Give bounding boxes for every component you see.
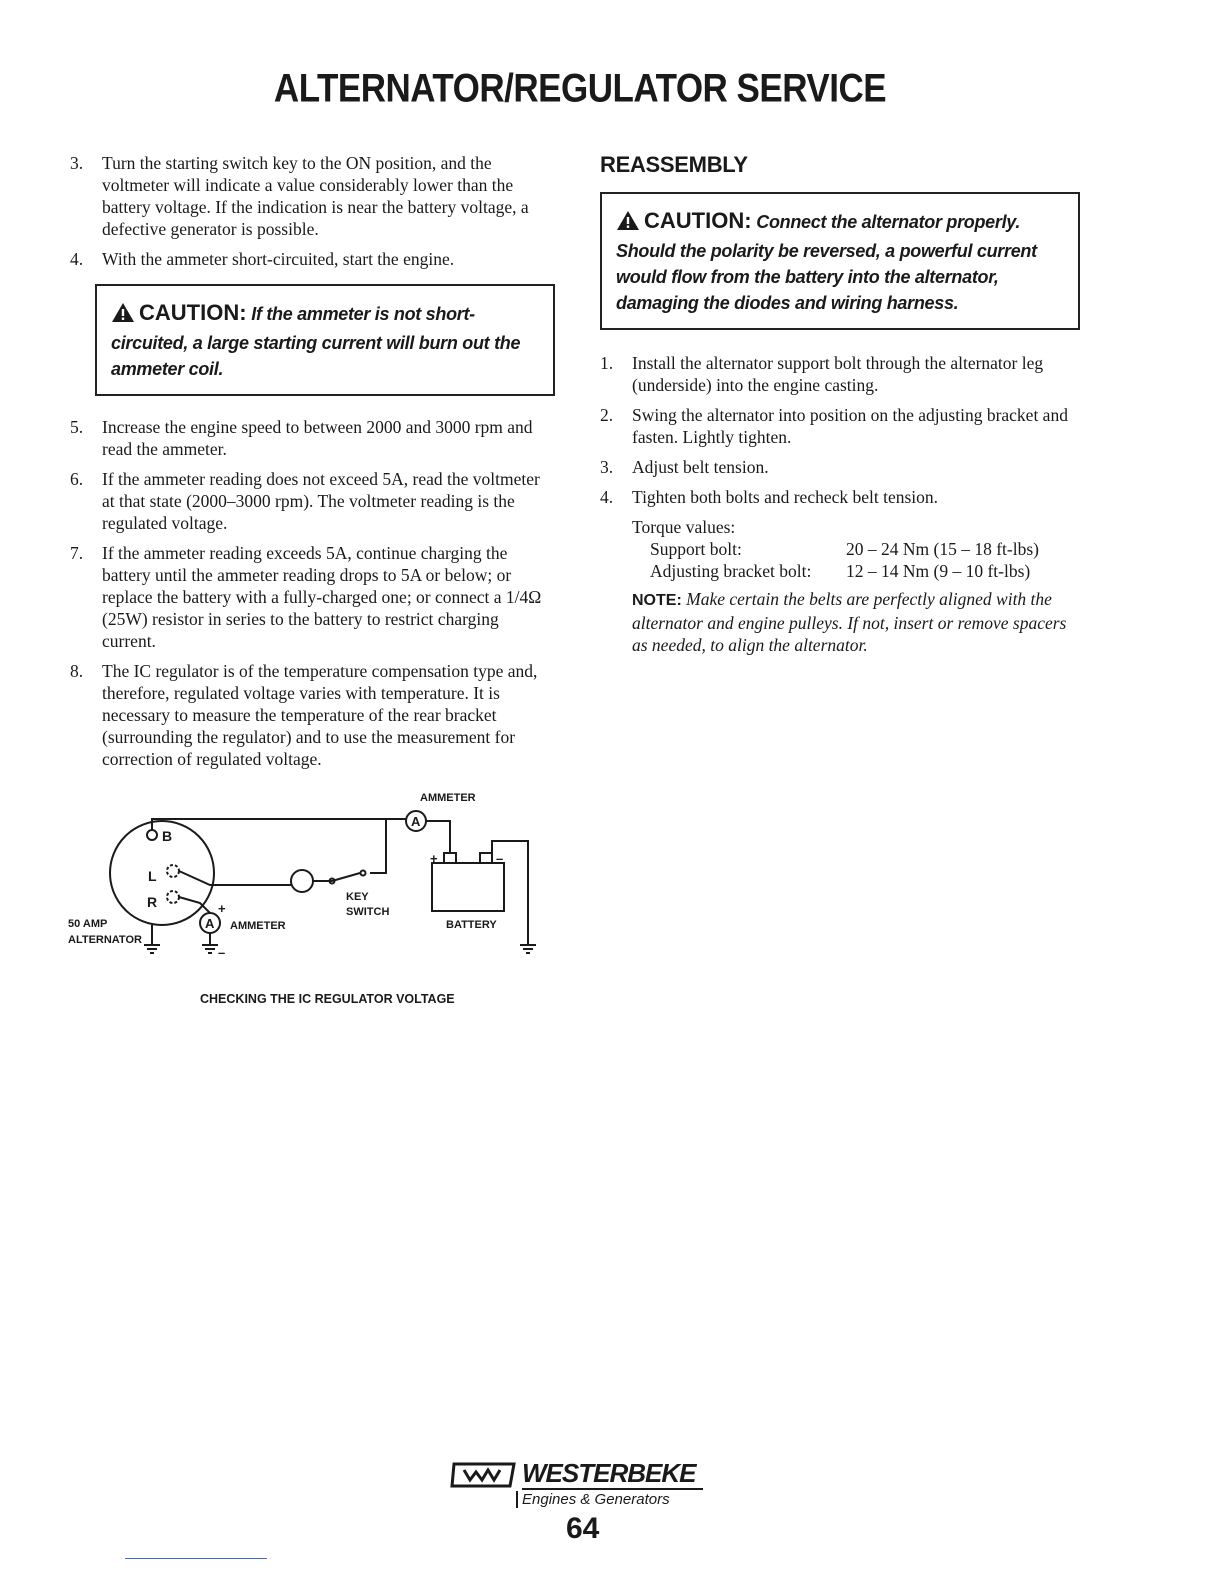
- caution-box: [95, 284, 555, 396]
- battery-plus: +: [430, 851, 438, 866]
- torque-label: Support bolt:: [650, 539, 742, 559]
- step-number: 4.: [600, 487, 614, 507]
- step-text: With the ammeter short-circuited, start the engine.: [102, 249, 455, 269]
- note-text: Make certain the belts are perfectly aligned with the alternator and engine pulleys. If not, insert or remove spacers as needed, to align the alternator.: [632, 589, 1067, 655]
- ammeter-bottom-glyph: A: [205, 916, 215, 931]
- page-number: 64: [566, 1512, 600, 1545]
- key-switch-label-2: SWITCH: [346, 906, 390, 918]
- list-item: [600, 352, 1080, 396]
- step-text: Install the alternator support bolt through the alternator leg (underside) into the engine casting.: [632, 353, 1044, 395]
- torque-value: 20 – 24 Nm (15 – 18 ft-lbs): [846, 539, 1039, 559]
- step-number: 7.: [70, 543, 84, 563]
- note-label: NOTE:: [632, 592, 682, 609]
- left-column: [70, 152, 555, 778]
- battery-label: BATTERY: [446, 919, 497, 931]
- terminal-l-label: L: [148, 868, 157, 884]
- key-switch: [332, 873, 360, 881]
- step-text: Increase the engine speed to between 2000 and 3000 rpm and read the ammeter.: [102, 417, 533, 459]
- ground-minus: –: [218, 945, 226, 960]
- step-number: 5.: [70, 417, 84, 437]
- torque-heading: Torque values:: [632, 517, 736, 537]
- terminal-r-label: R: [147, 894, 158, 910]
- list-item: [70, 660, 555, 770]
- brand-tagline: Engines & Generators: [516, 1491, 670, 1508]
- list-item: [70, 468, 555, 534]
- step-number: 8.: [70, 661, 84, 681]
- r-plus: +: [218, 901, 226, 916]
- step-text: Swing the alternator into position on the adjusting bracket and fasten. Lightly tighten.: [632, 405, 1068, 447]
- section-heading: REASSEMBLY: [600, 152, 748, 177]
- step-text: If the ammeter reading does not exceed 5A, read the voltmeter at that state (2000–3000 rpm). The voltmeter reading is the regulated voltage.: [102, 469, 540, 533]
- step-number: 3.: [600, 457, 614, 477]
- step-number: 4.: [70, 249, 84, 269]
- right-column: [600, 150, 1080, 656]
- step-text: Turn the starting switch key to the ON position, and the voltmeter will indicate a value considerably lower than the battery voltage. If the indication is near the battery voltage, a defective generator is possible.: [102, 153, 529, 239]
- page-title: ALTERNATOR/REGULATOR SERVICE: [273, 66, 887, 111]
- caution-text: Connect the alternator properly. Should the polarity be reversed, a powerful current would flow from the battery into the alternator, damaging the diodes and wiring harness.: [616, 212, 1037, 313]
- key-switch-label-1: KEY: [346, 891, 369, 903]
- list-item: [600, 486, 1080, 508]
- step-number: 6.: [70, 469, 84, 489]
- warning-icon: [111, 302, 135, 330]
- step-text: Adjust belt tension.: [632, 457, 769, 477]
- torque-label: Adjusting bracket bolt:: [650, 561, 812, 581]
- ammeter-top-label: AMMETER: [420, 792, 476, 804]
- diagram-caption: CHECKING THE IC REGULATOR VOLTAGE: [200, 992, 455, 1006]
- list-item: [70, 152, 555, 240]
- caution-text: If the ammeter is not short-circuited, a large starting current will burn out the ammeter coil.: [111, 304, 521, 379]
- caution-label: CAUTION:: [644, 208, 752, 233]
- terminal-b-label: B: [162, 828, 173, 844]
- westerbeke-logo: [450, 1458, 730, 1514]
- torque-row: [650, 560, 1080, 582]
- caution-box: [600, 192, 1080, 330]
- list-item: [70, 416, 555, 460]
- wiring-diagram: [60, 785, 550, 975]
- step-text: The IC regulator is of the temperature compensation type and, therefore, regulated voltage varies with temperature. It is necessary to measure the temperature of the rear bracket (surrounding the regulator) and to use the measurement for correction of regulated voltage.: [102, 661, 538, 769]
- ammeter-top-glyph: A: [411, 814, 421, 829]
- warning-icon: [616, 210, 640, 238]
- list-item: [70, 542, 555, 652]
- battery-symbol: [432, 863, 504, 911]
- caution-label: CAUTION:: [139, 300, 247, 325]
- step-number: 3.: [70, 153, 84, 173]
- torque-values: [632, 516, 1080, 582]
- list-item: [600, 404, 1080, 448]
- brand-name: WESTERBEKE: [522, 1458, 703, 1490]
- battery-minus: –: [496, 851, 504, 866]
- terminal-r: [167, 891, 179, 903]
- list-item: [70, 248, 555, 270]
- torque-value: 12 – 14 Nm (9 – 10 ft-lbs): [846, 561, 1031, 581]
- terminal-l: [167, 865, 179, 877]
- footer-rule: [125, 1558, 267, 1559]
- step-text: If the ammeter reading exceeds 5A, continue charging the battery until the ammeter reading drops to 5A or below; or replace the battery with a fully-charged one; or connect a 1/4Ω (25W) resistor in series to the battery to restrict charging current.: [102, 543, 542, 651]
- voltmeter-symbol: [291, 870, 313, 892]
- note: [632, 588, 1080, 656]
- ammeter-bottom-label: AMMETER: [230, 920, 286, 932]
- alternator-label-1: 50 AMP: [68, 918, 108, 930]
- torque-row: [650, 538, 1080, 560]
- terminal-b: [147, 830, 157, 840]
- step-number: 2.: [600, 405, 614, 425]
- westerbeke-logo-mark-icon: [450, 1460, 518, 1490]
- list-item: [600, 456, 1080, 478]
- step-text: Tighten both bolts and recheck belt tension.: [632, 487, 939, 507]
- alternator-label-2: ALTERNATOR: [68, 934, 142, 946]
- step-number: 1.: [600, 353, 614, 373]
